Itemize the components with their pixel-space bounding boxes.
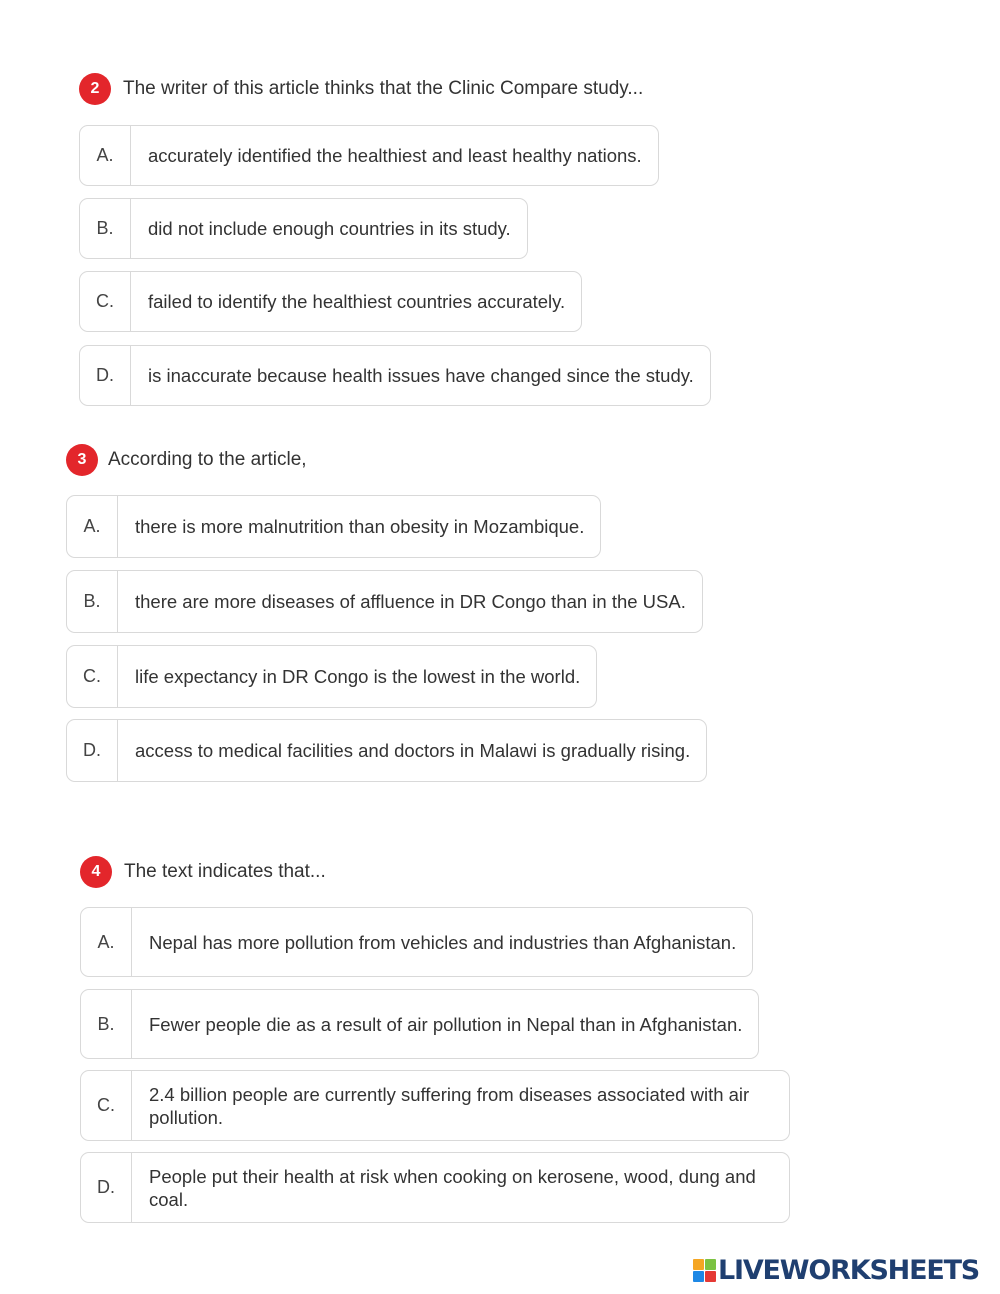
question-number-badge: 4	[80, 856, 112, 888]
option-text: accurately identified the healthiest and least healthy nations.	[148, 145, 642, 166]
option-a[interactable]	[80, 907, 753, 977]
option-letter: D.	[80, 346, 131, 405]
option-b[interactable]	[66, 570, 703, 633]
option-letter: D.	[67, 720, 118, 781]
option-a[interactable]	[66, 495, 601, 558]
option-c[interactable]	[79, 271, 582, 332]
liveworksheets-logo	[693, 1254, 979, 1286]
option-d[interactable]	[80, 1152, 790, 1223]
option-b[interactable]	[79, 198, 528, 259]
option-letter: B.	[80, 199, 131, 258]
option-letter: B.	[81, 990, 132, 1058]
option-text: did not include enough countries in its study.	[148, 218, 511, 239]
option-text: access to medical facilities and doctors in Malawi is gradually rising.	[135, 740, 691, 761]
option-c[interactable]	[80, 1070, 790, 1141]
question-text: According to the article,	[108, 449, 307, 470]
option-letter: C.	[67, 646, 118, 707]
question-number-badge: 2	[79, 73, 111, 105]
option-text: is inaccurate because health issues have changed since the study.	[148, 365, 694, 386]
option-b[interactable]	[80, 989, 759, 1059]
option-letter: A.	[80, 126, 131, 185]
option-a[interactable]	[79, 125, 659, 186]
question-text: The writer of this article thinks that the Clinic Compare study...	[123, 78, 644, 99]
liveworksheets-logo-icon	[693, 1259, 716, 1282]
option-text: 2.4 billion people are currently suffering from diseases associated with air pollution.	[149, 1083, 750, 1128]
option-text: failed to identify the healthiest countries accurately.	[148, 291, 566, 312]
logo-tile-l	[693, 1259, 704, 1270]
option-letter: C.	[81, 1071, 132, 1140]
question-text: The text indicates that...	[124, 861, 326, 882]
question-header	[66, 444, 790, 476]
logo-tile-i	[705, 1259, 716, 1270]
option-text: there is more malnutrition than obesity in Mozambique.	[135, 516, 585, 537]
option-d[interactable]	[66, 719, 707, 782]
option-text: there are more diseases of affluence in DR Congo than in the USA.	[135, 591, 686, 612]
question-3	[66, 444, 790, 782]
option-d[interactable]	[79, 345, 711, 406]
question-header	[79, 73, 791, 105]
option-letter: C.	[80, 272, 131, 331]
logo-tile-v	[693, 1271, 704, 1282]
question-number-badge: 3	[66, 444, 98, 476]
option-letter: D.	[81, 1153, 132, 1222]
option-letter: B.	[67, 571, 118, 632]
option-text: Fewer people die as a result of air pollution in Nepal than in Afghanistan.	[149, 1013, 743, 1035]
option-letter: A.	[67, 496, 118, 557]
option-c[interactable]	[66, 645, 597, 708]
question-2	[79, 73, 791, 407]
logo-text: LIVEWORKSHEETS	[718, 1254, 980, 1286]
option-text: life expectancy in DR Congo is the lowest in the world.	[135, 666, 581, 687]
option-letter: A.	[81, 908, 132, 976]
question-4	[80, 856, 790, 1224]
logo-tile-e	[705, 1271, 716, 1282]
question-header	[80, 856, 790, 888]
option-text: Nepal has more pollution from vehicles and industries than Afghanistan.	[149, 931, 737, 953]
option-text: People put their health at risk when cooking on kerosene, wood, dung and coal.	[149, 1165, 756, 1210]
